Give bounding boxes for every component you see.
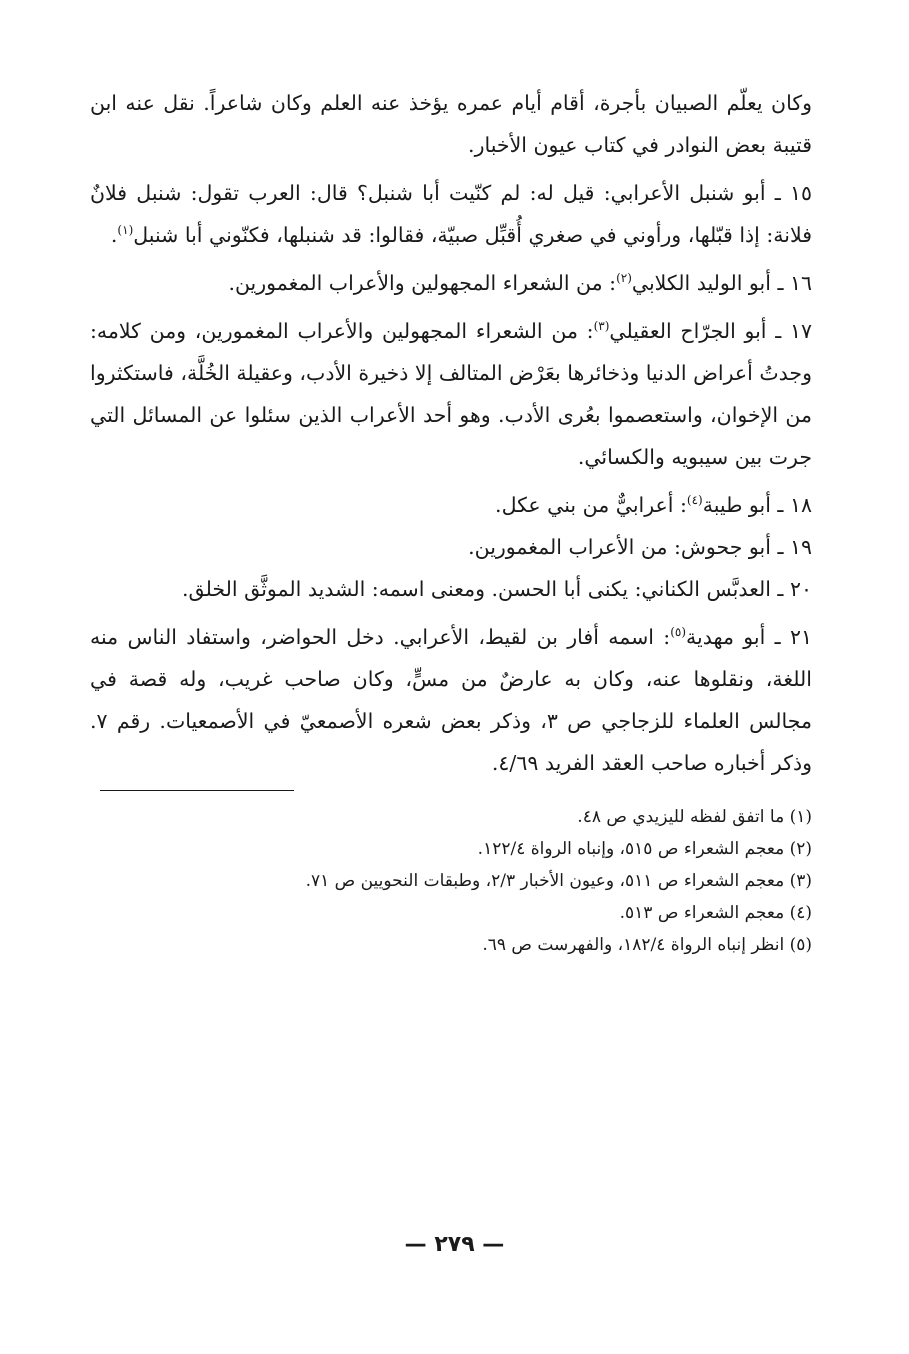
entry-17: [90, 310, 812, 478]
footnote-separator: [100, 790, 294, 791]
main-text: [90, 82, 812, 784]
page-content: [90, 82, 812, 961]
footnote-reference: (٥): [670, 625, 687, 640]
footnote-separator-wrap: [90, 790, 812, 791]
footnote-reference: (٢): [616, 271, 632, 286]
entry-text: ١٦ ـ أبو الوليد الكلابي: [631, 271, 812, 295]
entry-text: ١٥ ـ أبو شنبل الأعرابي: قيل له: لم كنّيت أبا شنبل؟ قال: العرب تقول: شنبل فلانٌ فلانة: إذا قبّلها، ورأوني في صغري أُقبِّل صبيّة، فقالوا: قد شنبلها، فكنّوني أبا شنبل: [90, 181, 812, 247]
entry-18: [90, 484, 812, 526]
footnote-3: (٣) معجم الشعراء ص ٥١١، وعيون الأخبار ٢/٣، وطبقات النحويين ص ٧١.: [305, 871, 812, 891]
footnotes: [90, 801, 812, 961]
footnote-reference: (٣): [593, 319, 610, 334]
entry-16: [90, 262, 812, 304]
entry-tail: : من الشعراء المجهولين والأعراب المغمورين.: [228, 271, 617, 295]
entry-tail: : أعرابيٌّ من بني عكل.: [495, 493, 687, 517]
entry-text: ١٨ ـ أبو طيبة: [702, 493, 812, 517]
entry-text: ١٩ ـ أبو جحوش: من الأعراب المغمورين.: [468, 535, 812, 559]
footnote-reference: (١): [117, 223, 134, 238]
footnote-2: (٢) معجم الشعراء ص ٥١٥، وإنباه الرواة ١٢٢/٤.: [477, 839, 812, 859]
entry-tail: : اسمه أفار بن لقيط، الأعرابي. دخل الحواضر، واستفاد الناس منه اللغة، ونقلوها عنه، وكان به عارضٌ من مسٍّ، وكان صاحب غريب، وله قصة في مجالس العلماء للزجاجي ص ٣، وذكر بعض شعره الأصمعيّ في الأصمعيات. رقم ٧. وذكر أخباره صاحب العقد الفريد ٤/٦٩.: [90, 625, 812, 775]
entry-text: ١٧ ـ أبو الجرّاح العقيلي: [609, 319, 812, 343]
footnote-5: (٥) انظر إنباه الرواة ١٨٢/٤، والفهرست ص ٦٩.: [482, 935, 812, 955]
paragraph-text: وكان يعلّم الصبيان بأجرة، أقام أيام عمره يؤخذ عنه العلم وكان شاعراً. نقل عنه ابن قتيبة بعض النوادر في كتاب عيون الأخبار.: [90, 91, 812, 157]
footnote-4: (٤) معجم الشعراء ص ٥١٣.: [619, 903, 812, 923]
entry-20: [90, 568, 812, 610]
entry-15: [90, 172, 812, 256]
footnote-1: (١) ما اتفق لفظه لليزيدي ص ٤٨.: [577, 807, 812, 827]
entry-21: [90, 616, 812, 784]
paragraph-intro: [90, 82, 812, 166]
entry-tail: : من الشعراء المجهولين والأعراب المغمورين، ومن كلامه: وجدتُ أعراض الدنيا وذخائرها بعَرْض المتالف إلا ذخيرة الأدب، وعقيلة الخُلَّة، فاستكثروا من الإخوان، واستعصموا بعُرى الأدب. وهو أحد الأعراب الذين سئلوا عن المسائل التي جرت بين سيبويه والكسائي.: [90, 319, 812, 469]
page-number: — ٢٧٩ —: [404, 1232, 505, 1257]
entry-19: [90, 526, 812, 568]
footnote-reference: (٤): [686, 493, 703, 508]
entry-text: ٢٠ ـ العدبَّس الكناني: يكنى أبا الحسن. ومعنى اسمه: الشديد الموثَّق الخلق.: [182, 577, 812, 601]
entry-tail: .: [110, 223, 118, 247]
entry-text: ٢١ ـ أبو مهدية: [686, 625, 812, 649]
